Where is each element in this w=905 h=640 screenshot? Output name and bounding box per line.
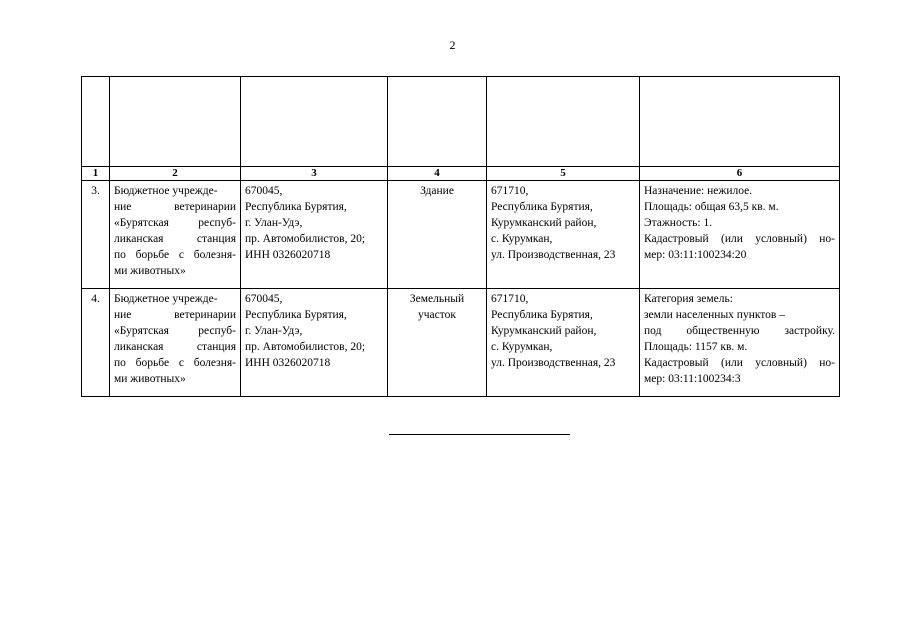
column-number: 1 (82, 167, 110, 181)
object-type: Земельный участок (388, 289, 487, 397)
table-row (82, 289, 840, 397)
column-number: 5 (487, 167, 640, 181)
property-register-table (81, 76, 840, 397)
object-details: Категория земель: земли населенных пунктов – под общественную застройку. Площадь: 1157 кв. м. Кадастровый (или условный) но- мер: 03:11:100234:3 (640, 289, 840, 397)
owner-address: 670045, Республика Бурятия, г. Улан-Удэ, пр. Автомобилистов, 20; ИНН 0326020718 (241, 289, 388, 397)
header-cell (241, 77, 388, 167)
object-type: Здание (388, 181, 487, 289)
closing-rule-divider (389, 434, 570, 435)
header-cell (388, 77, 487, 167)
column-number: 2 (110, 167, 241, 181)
object-address: 671710, Республика Бурятия, Курумканский район, с. Курумкан, ул. Производственная, 23 (487, 181, 640, 289)
header-cell (82, 77, 110, 167)
header-cell (640, 77, 840, 167)
owner-name: Бюджетное учрежде- ние ветеринарии «Бурятская респуб- ликанская станция по борьбе с болезня- ми животных» (110, 289, 241, 397)
object-address: 671710, Республика Бурятия, Курумканский район, с. Курумкан, ул. Производственная, 23 (487, 289, 640, 397)
row-number: 3. (82, 181, 110, 289)
column-number: 6 (640, 167, 840, 181)
owner-address: 670045, Республика Бурятия, г. Улан-Удэ, пр. Автомобилистов, 20; ИНН 0326020718 (241, 181, 388, 289)
column-number: 4 (388, 167, 487, 181)
column-number-row (82, 167, 840, 181)
object-details: Назначение: нежилое. Площадь: общая 63,5 кв. м. Этажность: 1. Кадастровый (или условный) но- мер: 03:11:100234:20 (640, 181, 840, 289)
page-number: 2 (449, 38, 456, 52)
header-cell (110, 77, 241, 167)
header-cell (487, 77, 640, 167)
table-row (82, 181, 840, 289)
owner-name: Бюджетное учрежде- ние ветеринарии «Бурятская респуб- ликанская станция по борьбе с болезня- ми животных» (110, 181, 241, 289)
column-number: 3 (241, 167, 388, 181)
row-number: 4. (82, 289, 110, 397)
table-header-blank-row (82, 77, 840, 167)
